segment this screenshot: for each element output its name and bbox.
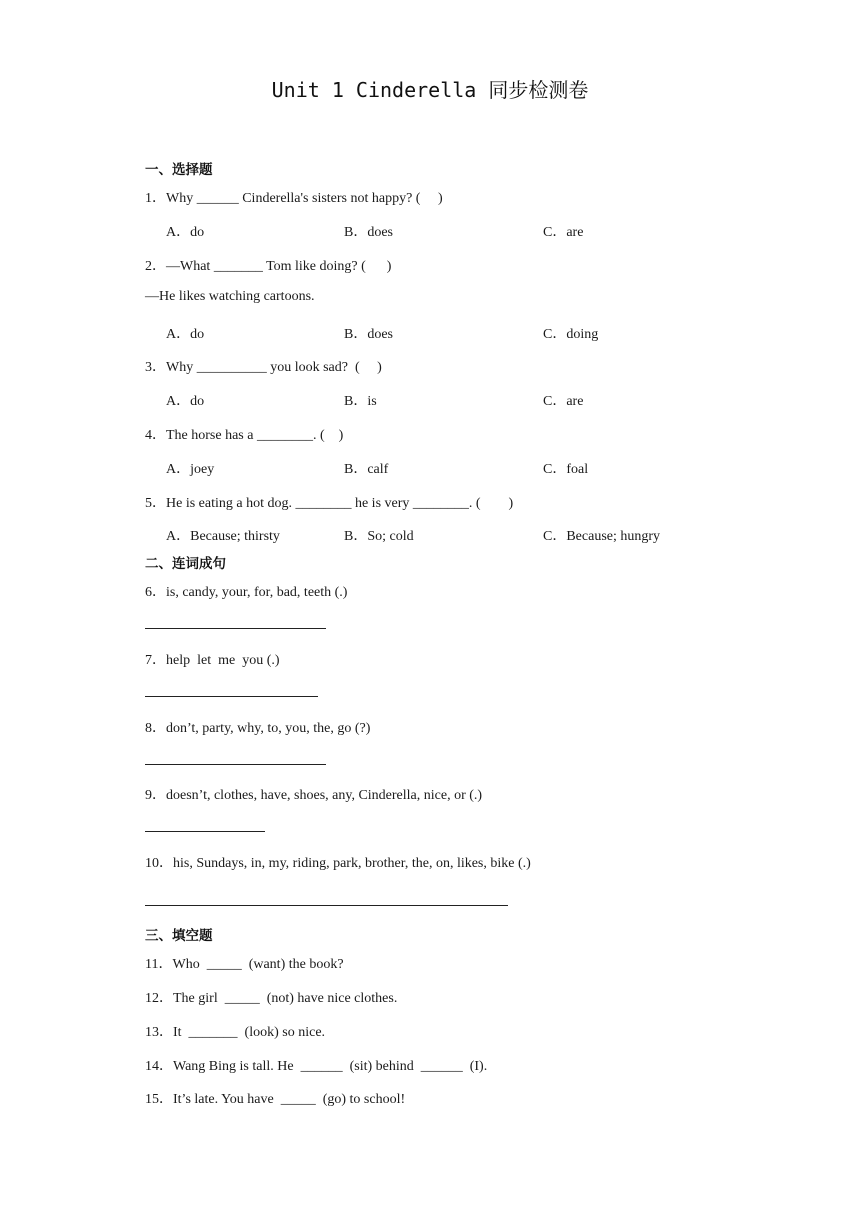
question-10: 10．his, Sundays, in, my, riding, park, brother, the, on, likes, bike (.) [145, 856, 531, 871]
page-title: Unit 1 Cinderella 同步检测卷 [271, 78, 589, 102]
question-2-option-c: C．doing [543, 327, 599, 342]
question-15: 15．It’s late. You have _____ (go) to school! [145, 1092, 406, 1107]
section-heading-fill: 三、填空题 [145, 928, 213, 944]
answer-line-6 [145, 628, 326, 629]
question-12: 12．The girl _____ (not) have nice clothes. [145, 991, 398, 1006]
answer-line-10 [145, 905, 508, 906]
question-3-option-c: C．are [543, 394, 584, 409]
question-5-option-b: B．So; cold [344, 529, 414, 544]
question-9: 9．doesn’t, clothes, have, shoes, any, Cinderella, nice, or (.) [145, 788, 483, 803]
question-5: 5．He is eating a hot dog. ________ he is very ________. ( ) [145, 496, 514, 511]
section-heading-choice: 一、选择题 [145, 162, 213, 178]
section-heading-sentences: 二、连词成句 [145, 556, 226, 572]
question-1-option-c: C．are [543, 225, 584, 240]
question-5-option-c: C．Because; hungry [543, 529, 661, 544]
question-1: 1．Why ______ Cinderella's sisters not happy? ( ) [145, 191, 443, 206]
question-3-option-a: A．do [166, 394, 205, 409]
question-7: 7．help let me you (.) [145, 653, 280, 668]
question-2-option-b: B．does [344, 327, 393, 342]
question-1-option-a: A．do [166, 225, 205, 240]
question-1-option-b: B．does [344, 225, 393, 240]
question-8: 8．don’t, party, why, to, you, the, go (?) [145, 721, 371, 736]
question-2-option-a: A．do [166, 327, 205, 342]
question-2: 2．—What _______ Tom like doing? ( ) [145, 259, 392, 274]
question-4: 4．The horse has a ________. ( ) [145, 428, 344, 443]
question-6: 6．is, candy, your, for, bad, teeth (.) [145, 585, 348, 600]
question-5-option-a: A．Because; thirsty [166, 529, 280, 544]
question-4-option-b: B．calf [344, 462, 389, 477]
question-4-option-c: C．foal [543, 462, 589, 477]
question-3: 3．Why __________ you look sad? ( ) [145, 360, 382, 375]
question-3-option-b: B．is [344, 394, 377, 409]
question-4-option-a: A．joey [166, 462, 215, 477]
question-2-reply: —He likes watching cartoons. [145, 289, 315, 304]
question-14: 14．Wang Bing is tall. He ______ (sit) behind ______ (I). [145, 1059, 488, 1074]
question-13: 13．It _______ (look) so nice. [145, 1025, 326, 1040]
answer-line-9 [145, 831, 265, 832]
answer-line-8 [145, 764, 326, 765]
question-11: 11．Who _____ (want) the book? [145, 957, 344, 972]
answer-line-7 [145, 696, 318, 697]
